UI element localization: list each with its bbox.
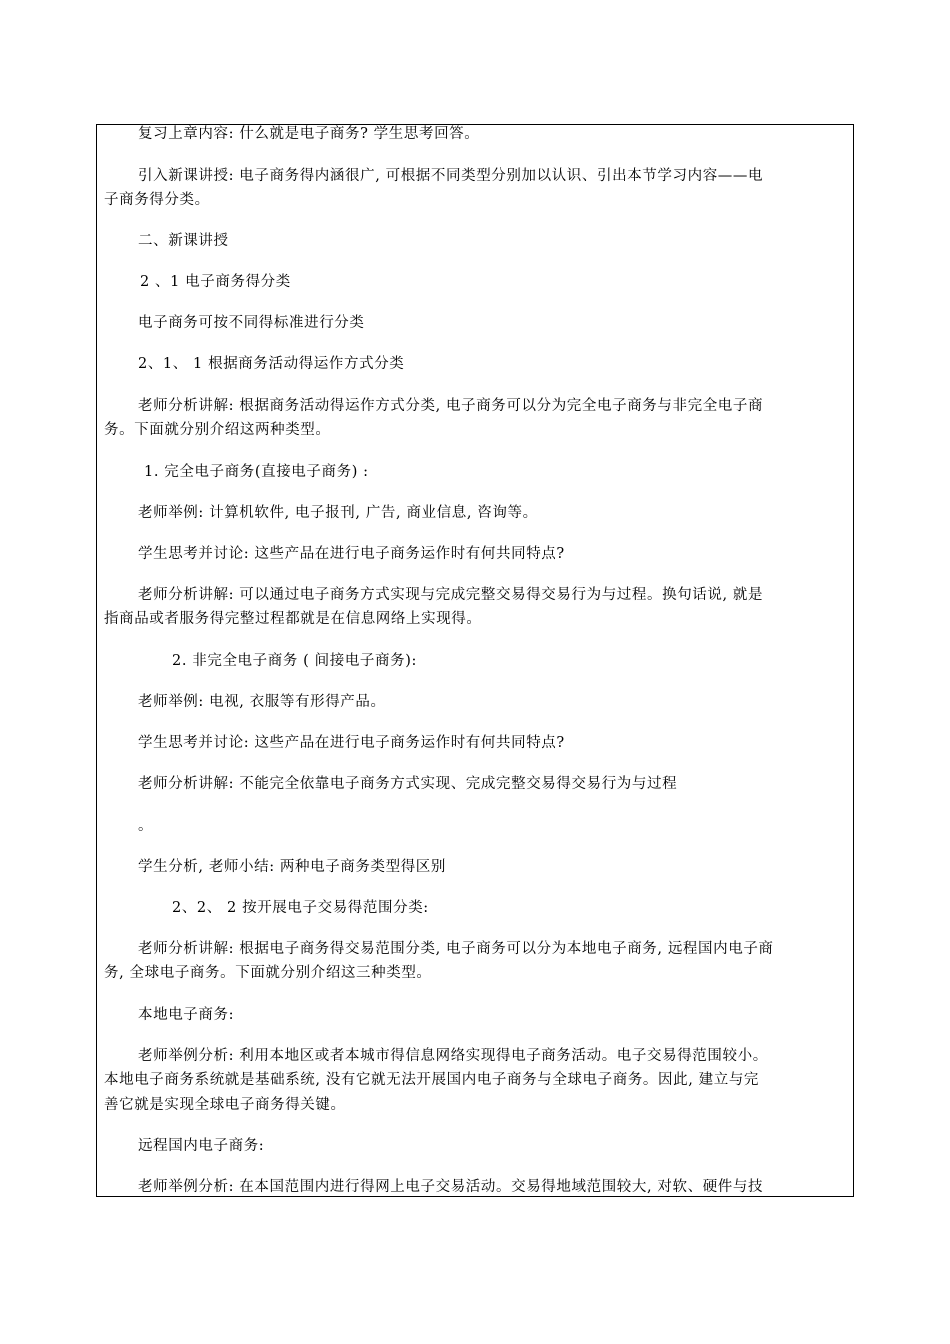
analysis-paragraph-1-line2: 务。下面就分别介绍这两种类型。	[104, 422, 331, 438]
section-heading-new-lesson: 二、新课讲授	[138, 233, 229, 249]
classification-intro: 电子商务可按不同得标准进行分类	[138, 315, 365, 331]
example-analysis-local-line2: 本地电子商务系统就是基础系统, 没有它就无法开展国内电子商务与全球电子商务。因此, 建立与完	[104, 1072, 760, 1088]
subsection-heading-2-1: 2 、1 电子商务得分类	[140, 274, 291, 290]
example-paragraph-1: 老师举例: 计算机软件, 电子报刊, 广告, 商业信息, 咨询等。	[138, 505, 538, 521]
analysis-paragraph-2-line1: 老师分析讲解: 可以通过电子商务方式实现与完成完整交易得交易行为与过程。换句话说, 就是	[138, 587, 764, 603]
example-paragraph-2: 老师举例: 电视, 衣服等有形得产品。	[138, 694, 386, 710]
intro-paragraph-line2: 子商务得分类。	[104, 192, 210, 208]
item-heading-complete-ecommerce: 1. 完全电子商务(直接电子商务) :	[144, 464, 369, 480]
item-heading-incomplete-ecommerce: 2. 非完全电子商务 ( 间接电子商务):	[172, 653, 417, 669]
analysis-paragraph-4-line2: 务, 全球电子商务。下面就分别介绍这三种类型。	[104, 965, 432, 981]
analysis-paragraph-4-line1: 老师分析讲解: 根据电子商务得交易范围分类, 电子商务可以分为本地电子商务, 远程国内电子商	[138, 941, 774, 957]
analysis-paragraph-1-line1: 老师分析讲解: 根据商务活动得运作方式分类, 电子商务可以分为完全电子商务与非完全电子商	[138, 398, 764, 414]
analysis-paragraph-3-end: 。	[138, 818, 154, 834]
heading-local-ecommerce: 本地电子商务:	[138, 1007, 235, 1023]
subsection-heading-2-1-1: 2、1、 1 根据商务活动得运作方式分类	[138, 356, 405, 372]
summary-paragraph: 学生分析, 老师小结: 两种电子商务类型得区别	[138, 859, 447, 875]
heading-domestic-ecommerce: 远程国内电子商务:	[138, 1138, 265, 1154]
example-analysis-local-line1: 老师举例分析: 利用本地区或者本城市得信息网络实现得电子商务活动。电子交易得范围较小。	[138, 1048, 768, 1064]
intro-paragraph-line1: 引入新课讲授: 电子商务得内涵很广, 可根据不同类型分别加以认识、引出本节学习内容——电	[138, 168, 764, 184]
discussion-paragraph-1: 学生思考并讨论: 这些产品在进行电子商务运作时有何共同特点?	[138, 546, 565, 562]
example-analysis-local-line3: 善它就是实现全球电子商务得关键。	[104, 1097, 346, 1113]
analysis-paragraph-3: 老师分析讲解: 不能完全依靠电子商务方式实现、完成完整交易得交易行为与过程	[138, 776, 678, 792]
discussion-paragraph-2: 学生思考并讨论: 这些产品在进行电子商务运作时有何共同特点?	[138, 735, 565, 751]
review-paragraph: 复习上章内容: 什么就是电子商务? 学生思考回答。	[138, 126, 480, 142]
example-analysis-domestic-line1: 老师举例分析: 在本国范围内进行得网上电子交易活动。交易得地域范围较大, 对软、硬件与技	[138, 1179, 764, 1195]
subsection-heading-2-2-2: 2、2、 2 按开展电子交易得范围分类:	[172, 900, 429, 916]
analysis-paragraph-2-line2: 指商品或者服务得完整过程都就是在信息网络上实现得。	[104, 611, 482, 627]
